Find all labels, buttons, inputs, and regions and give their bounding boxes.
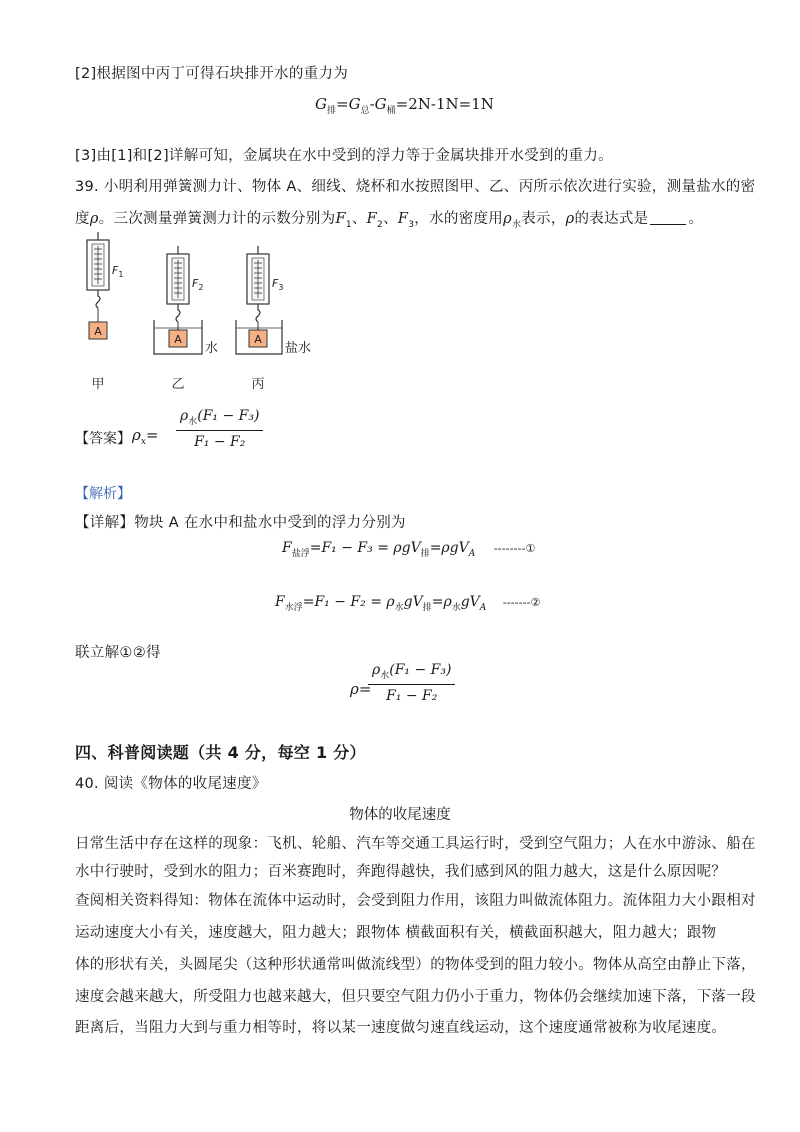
para2-line-3: 体的形状有关，头圆尾尖（这种形状通常叫做流线型）的物体受到的阻力较小。物体从高空由静止下落， [75,957,756,973]
combine-line: 联立解①②得 [75,645,161,661]
f-label-1: F [112,264,119,277]
spring-scale-figure [70,232,330,397]
detail-line: 【详解】物块 A 在水中和盐水中受到的浮力分别为 [75,515,406,531]
answer-blank [650,224,686,225]
answer-fraction: $\rho_水(F_1 - F_3)$ F₁ − F₂ [176,408,263,450]
svg-text:F1: $F_1$ [112,264,124,279]
prev-answer-line-2: [2]根据图中丙丁可得石块排开水的重力为 [75,66,349,82]
detail-eq-2: $F_{水浮}=F_1 - F_2 = \rho_水gV_排=\rho_水gV_A$ -------② [275,594,541,613]
article-title: 物体的收尾速度 [349,807,451,823]
q40-stem: 40. 阅读《物体的收尾速度》 [75,776,267,792]
f-label-3: F [272,277,279,290]
caption-jia: 甲 [91,377,105,392]
final-lhs: ρ= [350,680,372,698]
block-label-yi: A [174,333,182,346]
para2-line-4: 速度会越来越大，所受阻力也越来越大，但只要空气阻力仍小于重力，物体仍会继续加速下落，下落一段 [75,989,756,1005]
svg-text:F3: $F_3$ [272,277,284,292]
prev-equation: $G_排=G_总-G_桶=2N-1N=1N$ [315,95,494,116]
scale-jia [87,232,123,339]
liquid-label-brine: 盐水 [285,341,312,356]
scale-bing [236,246,311,356]
liquid-label-water: 水 [205,341,219,356]
para2-line-1: 查阅相关资料得知：物体在流体中运动时，会受到阻力作用，该阻力叫做流体阻力。流体阻力大小跟相对 [75,893,756,909]
para2-line-2: 运动速度大小有关，速度越大，阻力越大；跟物体 横截面积有关，横截面积越大，阻力越大；跟物 [75,925,717,941]
svg-text:F2: $F_2$ [192,277,204,292]
q39-stem-line-1: 39. 小明利用弹簧测力计、物体 A、细线、烧杯和水按照图甲、乙、丙所示依次进行实验，测量盐水的密 [75,179,756,195]
q39-stem-line-2: 度ρ。三次测量弹簧测力计的示数分别为$F_1$、$F_2$、$F_3$，水的密度用$\rho_水$表示，ρ的表达式是 。 [75,211,704,230]
caption-bing: 丙 [251,377,265,392]
answer-tag: 【答案】 [75,431,131,447]
para1-line-1: 日常生活中存在这样的现象：飞机、轮船、汽车等交通工具运行时，受到空气阻力；人在水中游泳、船在 [75,836,756,852]
block-label-bing: A [254,333,262,346]
block-label-jia: A [94,325,102,338]
caption-yi: 乙 [171,377,185,392]
final-fraction: $\rho_水(F_1 - F_3)$ F₁ − F₂ [368,662,455,704]
answer-lhs: $\rho_x=$ [132,426,159,447]
f-label-2: F [192,277,199,290]
detail-eq-1: $F_{盐浮}=F_1 - F_3 = \rho gV_排=\rho gV_A$ --------① [282,540,536,559]
detail-tag: 【详解】 [75,515,135,531]
scale-yi [154,246,218,356]
para2-line-5: 距离后，当阻力大到与重力相等时，将以某一速度做匀速直线运动，这个速度通常被称为收尾速度。 [75,1020,727,1036]
prev-answer-line-3: [3]由[1]和[2]详解可知，金属块在水中受到的浮力等于金属块排开水受到的重力。 [75,148,613,164]
para1-line-2: 水中行驶时，受到水的阻力；百米赛跑时，奔跑得越快，我们感到风的阻力越大，这是什么原因呢？ [75,864,727,880]
section-heading: 四、科普阅读题（共 4 分，每空 1 分） [75,743,366,762]
analysis-tag: 【解析】 [75,486,131,502]
